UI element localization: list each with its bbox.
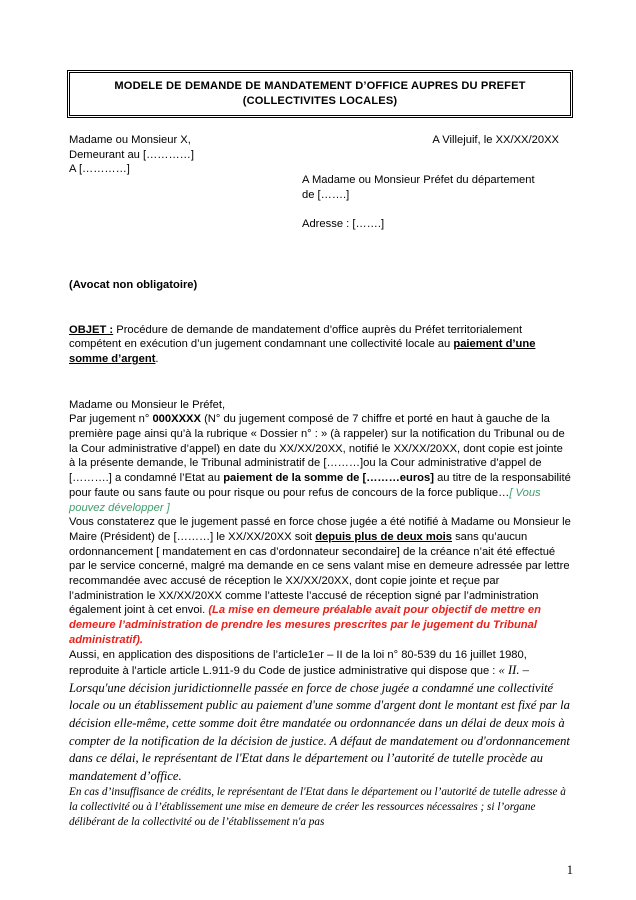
document-title-box: [69, 72, 571, 116]
jugement-bracket-open: [: [509, 486, 516, 499]
objet-emphasis: paiement d’une somme d’argent: [69, 338, 536, 365]
place-and-date: A Villejuif, le XX/XX/20XX: [432, 134, 559, 146]
recipient-line-2: de […….]: [302, 188, 350, 201]
objet-text-before: Procédure de demande de mandatement d’office auprès du Préfet territorialement compétent en exécution d’un jugement condamnant une collectivité locale au: [69, 323, 523, 351]
jugement-number: 000XXXX: [152, 413, 201, 426]
recipient-address: Adresse : […….]: [302, 218, 385, 231]
objet-label: OBJET :: [69, 323, 114, 336]
paragraph-credits: En cas d’insuffisance de crédits, le représentant de l'Etat dans le département ou l’autorité de tutelle adresse à la collectivité ou à l’établissement une mise en demeure de créer les ressources nécessaires ; si l’organe délibérant de la collectivité ou de l’établissement n'a pas: [69, 786, 566, 828]
document-content: [69, 0, 571, 830]
sender-block: [69, 133, 319, 177]
paragraph-constat: [69, 515, 571, 647]
aussi-quoted-law: « II. – Lorsqu'une décision juridictionnelle passée en force de chose jugée a condamné une collectivité locale ou un établissement public au paiement d'une somme d'argent dont le montant est fixé par la décision elle-même, cette somme doit être mandatée ou ordonnancée dans un délai de deux mois à compter de la notification de la décision de justice. A défaut de mandatement ou d'ordonnancement dans ce délai, le représentant de l'Etat dans le département ou l’autorité de tutelle procède au mandatement d’office.: [69, 663, 570, 783]
constat-red-note: (La mise en demeure préalable avait pour objectif de mettre en demeure l’administration de prendre les mesures prescrites par le jugement du Tribunal administratif).: [69, 604, 541, 646]
sender-line-1: Madame ou Monsieur X,: [69, 134, 191, 146]
document-title-line-2: (COLLECTIVITES LOCALES): [242, 94, 398, 107]
document-title-line-1: MODELE DE DEMANDE DE MANDATEMENT D’OFFICE AUPRES DU PREFET: [114, 80, 526, 92]
sender-line-3: A […………]: [69, 163, 130, 176]
sender-line-2: Demeurant au […………]: [69, 148, 194, 161]
avocat-note: (Avocat non obligatoire): [69, 279, 198, 291]
constat-emphasis-delay: depuis plus de deux mois: [315, 530, 452, 543]
jugement-seg-3: (N° du jugement composé de 7 chiffre et porté en haut à gauche de la première page ainsi qu’à la rubrique « Dossier n° : » (à rappeler) sur la notification du Tribunal ou de la Cour administrative d’appel) en date du XX/XX/20XX, notifié le XX/XX/20XX, dont copie est jointe à la présente demande, le Tribunal administratif de [………]ou la Cour administrative d’appel de [……….] a condamné l’Etat au: [69, 413, 565, 485]
letter-header: [69, 133, 571, 241]
aussi-seg-1: Aussi, en application des dispositions de l’article1er – II de la loi n° 80-539 du 16 juillet 1980, reproduite à l’article article L.911-9 du Code de justice administrative qui dispose que :: [69, 648, 527, 678]
jugement-seg-1: Par jugement n°: [69, 413, 153, 426]
jugement-amount: paiement de la somme de [………euros]: [223, 472, 434, 485]
constat-seg-1: Vous constaterez que le jugement passé en force chose jugée a été notifié à Madame ou Monsieur le Maire (Président) de [………] le XX/XX/20XX soit: [69, 516, 571, 543]
paragraph-aussi: [69, 648, 571, 786]
objet-text-after: .: [155, 353, 159, 365]
recipient-line-1: A Madame ou Monsieur Préfet du département: [302, 174, 535, 186]
salutation: Madame ou Monsieur le Préfet,: [69, 398, 226, 411]
paragraph-jugement: [69, 412, 571, 515]
recipient-block: [302, 173, 571, 232]
objet-paragraph: [69, 323, 571, 367]
jugement-seg-5: au titre de la responsabilité pour faute ou sans faute ou pour risque ou pour refus de concours de la force publique…: [69, 472, 571, 499]
jugement-bracket-close: ]: [163, 501, 170, 514]
page-number: 1: [566, 863, 573, 877]
jugement-developer-note: Vous pouvez développer: [69, 486, 541, 514]
constat-seg-3: sans qu’aucun ordonnancement [ mandatement en cas d’ordonnateur secondaire] de la créance n’ait été effectué par le service concerné, malgré ma demande en ce sens valant mise en demeure adressée par lettre recommandée avec accusé de réception le XX/XX/20XX, dont copie jointe et reçue par l’administration le XX/XX/20XX comme l’atteste l’accusé de réception signé par l’administration également joint à cet envoi.: [69, 530, 570, 617]
